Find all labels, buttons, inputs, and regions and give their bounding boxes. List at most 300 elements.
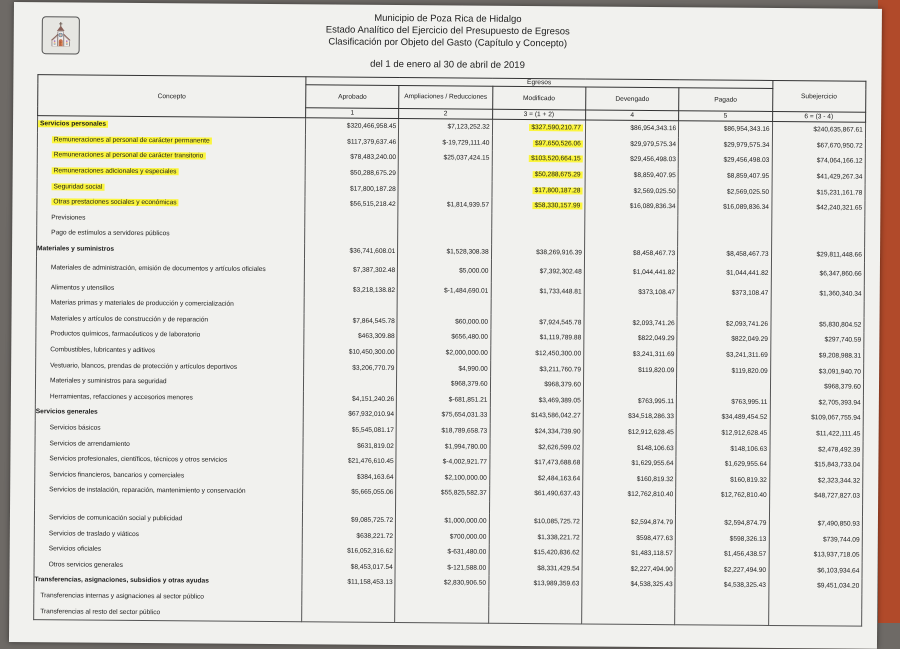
value-text: $2,000,000.00 [445, 349, 488, 357]
row-value [398, 166, 491, 182]
value-text: $9,451,034.20 [817, 582, 860, 590]
value-text: $34,518,286.33 [628, 413, 674, 421]
row-value [585, 183, 678, 199]
value-text: $12,762,810.40 [627, 491, 674, 499]
row-value [678, 152, 771, 168]
col-number: 5 [679, 111, 772, 122]
concept-label: Servicios profesionales, científicos, técnicos y otros servicios [49, 455, 228, 464]
value-text: $1,483,118.57 [631, 550, 673, 558]
value-text: $103,520,664.15 [531, 155, 581, 163]
row-value [302, 512, 395, 528]
value-text: $143,586,042.27 [531, 412, 581, 420]
row-value [772, 138, 865, 154]
value-text: $17,473,688.68 [534, 459, 581, 467]
value-text: $-4,002,921.77 [442, 458, 488, 466]
row-value [398, 228, 491, 244]
value-text: $1,360,340.34 [819, 289, 862, 298]
value-text: $320,466,958.45 [346, 122, 397, 131]
value-text: $1,044,441.82 [726, 269, 769, 278]
col-header-aprobado: Aprobado [306, 85, 399, 109]
row-value [769, 488, 862, 504]
row-value [676, 487, 769, 503]
row-value [395, 544, 488, 560]
value-text: $968,379.60 [544, 381, 581, 389]
row-value [678, 199, 771, 215]
col-number: 6 = (3 - 4) [772, 111, 865, 122]
value-text: $67,670,950.72 [816, 142, 863, 150]
concept-label: Remuneraciones al personal de carácter transitorio [53, 151, 204, 160]
row-value [302, 574, 395, 590]
row-value [582, 487, 675, 503]
col-number: 4 [585, 110, 678, 121]
value-text: $9,208,988.31 [818, 352, 862, 360]
value-text: $2,705,393.94 [818, 399, 861, 407]
value-text: $-631,480.00 [447, 548, 487, 556]
row-value [676, 425, 769, 441]
row-value [398, 259, 491, 283]
value-text: $119,820.09 [731, 367, 768, 375]
row-value [302, 528, 395, 544]
value-text: $42,240,321.65 [816, 204, 863, 212]
row-value [302, 605, 395, 622]
value-text: $2,626,599.02 [538, 443, 581, 452]
value-text: $463,309.88 [357, 333, 395, 341]
row-value [583, 471, 676, 487]
row-value [491, 198, 584, 214]
value-text: $74,064,166.12 [816, 157, 863, 166]
row-value [772, 153, 865, 169]
value-text: $29,811,448.66 [816, 251, 862, 259]
concept-label: Transferencias al resto del sector público [40, 607, 161, 616]
row-value [585, 136, 678, 152]
row-value [675, 546, 768, 562]
row-value [677, 378, 770, 394]
row-value [490, 423, 583, 439]
value-text: $160,819.32 [636, 475, 674, 483]
row-value [770, 316, 863, 332]
value-text: $373,108.47 [638, 288, 675, 296]
value-text: $1,119,789.88 [539, 334, 582, 342]
row-value [583, 409, 676, 425]
value-text: $13,937,718.05 [813, 551, 860, 559]
concept-label: Materiales y suministros [37, 245, 115, 253]
value-text: $631,819.02 [357, 442, 394, 450]
row-value [769, 457, 862, 473]
row-value [768, 609, 861, 626]
row-value [304, 360, 397, 376]
row-value [491, 299, 584, 315]
row-value [678, 168, 771, 184]
value-text: $-19,729,111.40 [442, 139, 490, 147]
row-value [771, 247, 864, 263]
concept-label: Productos químicos, farmacéuticos y de laboratorio [50, 330, 201, 339]
row-value [491, 283, 584, 299]
row-value [305, 118, 398, 135]
value-text: $7,123,252.32 [447, 123, 490, 132]
value-text: $3,206,770.79 [352, 364, 395, 372]
value-text: $2,478,492.39 [818, 445, 861, 454]
row-value [303, 453, 396, 469]
value-text: $16,052,316.62 [347, 547, 394, 556]
concept-label: Servicios personales [40, 120, 107, 129]
row-value [489, 529, 582, 545]
col-number: 3 = (1 + 2) [492, 109, 585, 120]
row-value [305, 181, 398, 197]
value-text: $6,347,860.66 [819, 270, 862, 279]
col-number: 1 [306, 108, 399, 119]
value-text: $739,744.09 [822, 535, 860, 544]
value-text: $56,515,218.42 [349, 200, 396, 209]
value-text: $7,392,302.48 [539, 268, 582, 276]
row-value [304, 344, 397, 360]
concept-label: Materiales y suministros para seguridad [49, 377, 167, 386]
row-value [488, 607, 581, 624]
value-text: $86,954,343.16 [723, 125, 770, 134]
value-text: $5,000.00 [459, 267, 489, 276]
row-value [677, 331, 770, 347]
row-value [771, 231, 864, 247]
row-value [585, 120, 678, 137]
row-value [492, 119, 585, 136]
row-value [304, 328, 397, 344]
row-value [303, 406, 396, 422]
row-value [398, 244, 491, 260]
row-value [582, 514, 675, 530]
value-text: $822,049.29 [637, 335, 675, 343]
row-value [583, 424, 676, 440]
value-text: $3,469,389.05 [538, 396, 581, 405]
col-header-modificado: Modificado [492, 86, 585, 110]
row-value [397, 282, 490, 298]
value-text: $12,762,810.40 [720, 491, 767, 500]
value-text: $16,089,836.34 [629, 203, 676, 211]
concept-label: Previsiones [51, 214, 86, 222]
row-value [397, 298, 490, 314]
value-text: $17,800,187.28 [534, 186, 581, 195]
value-text: $29,456,498.03 [630, 156, 676, 164]
concept-label: Servicios básicos [49, 424, 101, 432]
value-text: $2,594,874.79 [630, 518, 674, 527]
egresos-group-header: Egresos [306, 77, 773, 89]
value-text: $58,330,157.99 [534, 202, 581, 210]
classification-title: Clasificación por Objeto del Gasto (Capítulo y Concepto) [328, 36, 568, 50]
row-value [492, 167, 585, 183]
document-page [9, 2, 882, 649]
row-value [677, 262, 771, 286]
value-text: $2,323,344.32 [817, 477, 861, 485]
concept-label: Materiales y artículos de construcción y de reparación [50, 315, 209, 324]
municipal-seal-icon: ⛪ [42, 16, 80, 54]
concept-label: Servicios de arrendamiento [49, 439, 130, 448]
row-value [397, 345, 490, 361]
row-value [585, 214, 678, 230]
row-value [582, 608, 675, 625]
row-value [677, 347, 770, 363]
value-text: $15,231,161.78 [816, 188, 863, 197]
value-text: $50,288,675.29 [534, 171, 581, 179]
row-value [584, 315, 677, 331]
row-value [305, 212, 398, 228]
value-text: $1,994,780.00 [444, 442, 488, 451]
concept-label: Vestuario, blancos, prendas de protección y artículos deportivos [50, 361, 238, 371]
value-text: $10,450,300.00 [348, 348, 395, 357]
row-value [395, 606, 488, 623]
value-text: $327,590,210.77 [531, 124, 581, 132]
value-text: $598,326.13 [729, 535, 767, 543]
row-value [396, 438, 489, 454]
col-header-subejercicio: Subejercicio [772, 80, 866, 112]
concept-label: Servicios generales [35, 408, 98, 417]
row-value [676, 409, 769, 425]
value-text: $29,979,575.34 [723, 141, 770, 149]
value-text: $8,453,017.54 [350, 563, 393, 571]
row-value [304, 297, 397, 313]
row-value [678, 230, 771, 246]
row-value [678, 184, 771, 200]
concept-label: Remuneraciones adicionales y especiales [53, 167, 177, 176]
row-value [676, 515, 769, 531]
value-text: $7,490,850.93 [817, 520, 860, 528]
row-value [398, 197, 491, 213]
value-text: $50,288,675.29 [350, 169, 396, 178]
row-value [583, 440, 676, 456]
value-text: $148,106.63 [730, 445, 768, 453]
row-value [582, 530, 675, 546]
row-value [489, 486, 582, 502]
value-text: $117,379,637.46 [347, 138, 397, 146]
row-value [395, 575, 488, 591]
row-value [772, 121, 865, 138]
value-text: $2,484,163.64 [537, 474, 581, 483]
value-text: $17,800,187.28 [349, 185, 396, 193]
value-text: $12,912,628.45 [627, 428, 674, 437]
row-value [768, 578, 861, 594]
concept-label: Remuneraciones al personal de carácter permanente [53, 136, 210, 145]
value-text: $2,093,741.26 [725, 320, 769, 328]
row-value [488, 576, 581, 592]
row-value [303, 469, 396, 485]
value-text: $48,727,827.03 [814, 492, 861, 501]
value-text: $1,338,221.72 [537, 533, 580, 542]
value-text: $2,569,025.50 [633, 187, 676, 195]
col-header-ampliaciones: Ampliaciones / Reducciones [399, 86, 492, 110]
row-value [492, 135, 585, 151]
row-value [491, 314, 584, 330]
row-value [771, 285, 864, 301]
value-text: $11,158,453.13 [347, 578, 393, 587]
row-value [584, 346, 677, 362]
value-text: $78,483,240.00 [350, 154, 397, 162]
value-text: $24,334,739.90 [534, 428, 581, 436]
row-value [396, 513, 489, 529]
row-value [675, 530, 768, 546]
value-text: $968,379.60 [824, 383, 861, 391]
row-value [583, 362, 676, 378]
value-text: $29,979,575.34 [630, 140, 677, 149]
value-text: $656,480.00 [451, 333, 488, 342]
row-value [676, 440, 769, 456]
spacer-cell [489, 501, 582, 514]
row-value [491, 260, 584, 284]
concept-label: Servicios de comunicación social y publicidad [48, 514, 183, 523]
concept-label: Transferencias internas y asignaciones al sector público [40, 592, 204, 601]
value-text: $2,569,025.50 [726, 188, 770, 196]
row-value [679, 137, 772, 153]
value-text: $763,995.11 [731, 398, 768, 406]
value-text: $8,331,429.54 [537, 564, 580, 573]
value-text: $8,458,467.73 [726, 250, 769, 258]
value-text: $3,211,760.79 [539, 365, 582, 374]
value-text: $25,037,424.15 [443, 154, 490, 163]
value-text: $60,000.00 [455, 318, 489, 326]
row-value [582, 577, 675, 593]
row-value [492, 182, 585, 198]
value-text: $2,093,741.26 [632, 319, 675, 328]
row-value [770, 426, 863, 442]
value-text: $75,654,031.33 [441, 411, 488, 420]
row-value [770, 379, 863, 395]
row-value [490, 408, 583, 424]
value-text: $1,629,955.64 [724, 460, 767, 469]
value-text: $1,814,939.57 [446, 201, 490, 210]
value-text: $41,429,267.34 [816, 173, 863, 181]
value-text: $119,820.09 [638, 366, 675, 374]
value-text: $97,650,526.06 [534, 139, 581, 148]
spacer-cell [769, 504, 862, 517]
row-value [305, 134, 398, 150]
value-text: $1,629,955.64 [631, 460, 674, 468]
value-text: $36,741,608.01 [349, 247, 396, 256]
row-value [772, 169, 865, 185]
row-value [585, 167, 678, 183]
value-text: $240,635,867.61 [813, 126, 863, 134]
row-value [675, 577, 768, 593]
row-value [770, 348, 863, 364]
concept-label: Servicios oficiales [48, 545, 102, 553]
row-value [398, 213, 491, 229]
row-value [396, 528, 489, 544]
row-value [583, 455, 676, 471]
value-text: $968,379.60 [450, 380, 488, 388]
value-text: $86,954,343.16 [630, 125, 677, 133]
row-value [490, 361, 583, 377]
row-value [396, 469, 489, 485]
row-value [584, 299, 677, 315]
concept-label: Servicios de traslado y viáticos [48, 529, 140, 538]
row-value [583, 377, 676, 393]
row-value [582, 545, 675, 561]
row-value [769, 547, 862, 563]
value-text: $3,241,311.69 [632, 350, 675, 359]
row-value [399, 119, 492, 136]
row-value [772, 184, 865, 200]
row-value [305, 149, 398, 165]
spacer-cell [582, 502, 675, 515]
concept-label: Seguridad social [53, 182, 103, 191]
row-value [584, 230, 677, 246]
value-text: $7,387,302.48 [352, 267, 396, 275]
value-text: $384,163.64 [356, 473, 394, 481]
row-value [584, 284, 677, 300]
value-text: $55,825,582.37 [440, 489, 487, 498]
value-text: $38,269,916.39 [536, 249, 582, 257]
value-text: $2,227,494.90 [630, 565, 673, 573]
value-text: $-1,484,690.01 [443, 287, 489, 295]
concept-label: Servicios financieros, bancarios y comerciales [49, 471, 185, 480]
row-value [489, 513, 582, 529]
value-text: $160,819.32 [730, 476, 767, 484]
municipality-name: Municipio de Poza Rica de Hidalgo [374, 12, 522, 25]
concept-header: Concepto [38, 75, 306, 118]
value-text: $6,103,934.64 [817, 567, 860, 575]
row-value [768, 594, 861, 610]
concept-label: Otras prestaciones sociales y económicas [53, 198, 177, 207]
value-text: $15,420,836.62 [533, 549, 580, 557]
row-value [490, 330, 583, 346]
row-value [303, 484, 396, 500]
value-text: $12,450,300.00 [535, 350, 582, 358]
concept-label: Pago de estímulos a servidores públicos [51, 229, 170, 238]
value-text: $1,456,438.57 [724, 550, 767, 559]
row-value [770, 410, 863, 426]
row-value [584, 261, 677, 285]
value-text: $700,000.00 [449, 532, 487, 541]
value-text: $598,477.63 [636, 534, 674, 542]
row-value [397, 314, 490, 330]
value-text: $4,151,240.26 [351, 395, 395, 403]
row-value [677, 316, 770, 332]
row-value [677, 300, 770, 316]
row-value [302, 559, 395, 575]
value-text: $18,789,658.73 [441, 427, 488, 435]
row-value [491, 245, 584, 261]
row-value [303, 391, 396, 407]
row-value [489, 560, 582, 576]
value-text: $638,221.72 [356, 532, 394, 540]
row-value [769, 562, 862, 578]
row-value [397, 329, 490, 345]
value-text: $109,067,755.94 [811, 414, 861, 423]
row-value [305, 165, 398, 181]
row-value [397, 360, 490, 376]
row-value [492, 151, 585, 167]
row-value [582, 592, 675, 608]
row-value [584, 245, 677, 261]
col-header-devengado: Devengado [586, 87, 679, 111]
row-value [585, 152, 678, 168]
row-value [303, 438, 396, 454]
value-text: $5,665,055.06 [351, 489, 394, 497]
document-header [13, 10, 881, 75]
row-value [771, 262, 864, 286]
value-text: $7,864,545.78 [352, 317, 395, 325]
row-value [771, 301, 864, 317]
value-text: $9,085,725.72 [351, 516, 394, 524]
row-value [399, 150, 492, 166]
row-value [675, 593, 768, 609]
row-value [770, 394, 863, 410]
concept-label: Alimentos y utensilios [50, 283, 115, 292]
row-value [769, 516, 862, 532]
row-value [490, 377, 583, 393]
row-value [395, 559, 488, 575]
concept-label: Transferencias, asignaciones, subsidios y otras ayudas [34, 576, 209, 585]
row-value [675, 562, 768, 578]
value-text: $373,108.47 [731, 289, 769, 297]
row-value [304, 259, 397, 283]
spacer-cell [396, 501, 489, 514]
row-value [678, 246, 771, 262]
